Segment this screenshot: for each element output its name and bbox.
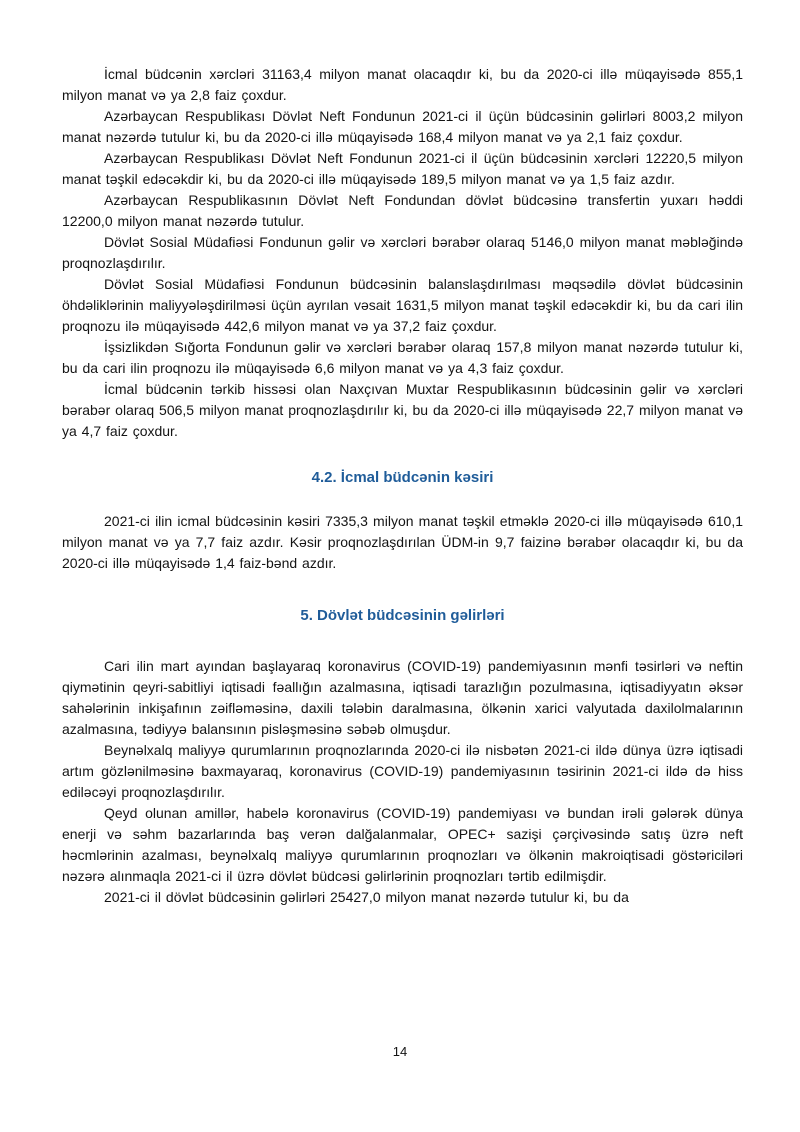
section-heading-4-2-icmal-budcenin-kesiri: 4.2. İcmal büdcənin kəsiri — [311, 469, 494, 486]
page-number: 14 — [392, 1044, 408, 1059]
paragraph-balanslasdirma-vesaiti: Dövlət Sosial Müdafiəsi Fondunun büdcəsinin balanslaşdırılması məqsədilə dövlət büdcəsinin öhdəliklərinin maliyyələşdirilməsi üçün ayrılan vəsait 1631,5 milyon manat təşkil edəcəkdir ki, bu da cari ilin proqnozu ilə müqayisədə 442,6 milyon manat və ya 37,2 faiz çoxdur. — [62, 276, 743, 334]
paragraph-neft-fondu-gelirleri: Azərbaycan Respublikası Dövlət Neft Fondunun 2021-ci il üçün büdcəsinin gəlirləri 8003,2 milyon manat nəzərdə tutulur ki, bu da 2020-ci illə müqayisədə 168,4 milyon manat və ya 2,1 faiz çoxdur. — [62, 108, 743, 145]
paragraph-icmal-xercleri: İcmal büdcənin xərcləri 31163,4 milyon manat olacaqdır ki, bu da 2020-ci illə müqayisədə 855,1 milyon manat və ya 2,8 faiz çoxdur. — [62, 66, 743, 103]
paragraph-beynelxalq-proqnozlar: Beynəlxalq maliyyə qurumlarının proqnozlarında 2020-ci ilə nisbətən 2021-ci ildə dünya üzrə iqtisadi artım gözlənilməsinə baxmayaraq, koronavirus (COVID-19) pandemiyasının təsirinin 2021-ci ildə də hiss ediləcəyi proqnozlaşdırılır. — [62, 742, 743, 800]
paragraph-icmal-budce-kesiri: 2021-ci ilin icmal büdcəsinin kəsiri 7335,3 milyon manat təşkil etməklə 2020-ci illə müqayisədə 610,1 milyon manat və ya 7,7 faiz azdır. Kəsir proqnozlaşdırılan ÜDM-in 9,7 faizinə bərabər olacaqdır ki, bu da 2020-ci illə müqayisədə 1,4 faiz-bənd azdır. — [62, 513, 743, 571]
section-heading-5-dovlet-budcesinin-gelirleri: 5. Dövlət büdcəsinin gəlirləri — [300, 607, 505, 624]
paragraph-sosial-mudafie-fondu: Dövlət Sosial Müdafiəsi Fondunun gəlir və xərcləri bərabər olaraq 5146,0 milyon manat məbləğində proqnozlaşdırılır. — [62, 234, 743, 271]
paragraph-neft-fondu-xercleri: Azərbaycan Respublikası Dövlət Neft Fondunun 2021-ci il üçün büdcəsinin xərcləri 12220,5 milyon manat təşkil edəcəkdir ki, bu da 2020-ci illə müqayisədə 189,5 milyon manat və ya 1,5 faiz azdır. — [62, 150, 743, 187]
paragraph-opec-amiller: Qeyd olunan amillər, habelə koronavirus (COVID-19) pandemiyası və bundan irəli gələrək dünya enerji və səhm bazarlarında baş verən dalğalanmalar, OPEC+ sazişi çərçivəsində satış üzrə neft həcmlərinin azalması, beynəlxalq maliyyə qurumlarının proqnozları və ölkənin makroiqtisadi göstəriciləri nəzərə alınmaqla 2021-ci il üzrə dövlət büdcəsi gəlirlərinin proqnozları tərtib edilmişdir. — [62, 805, 743, 884]
paragraph-issizlikden-sigorta-fondu: İşsizlikdən Sığorta Fondunun gəlir və xərcləri bərabər olaraq 157,8 milyon manat nəzərdə tutulur ki, bu da cari ilin proqnozu ilə müqayisədə 6,6 milyon manat və ya 4,3 faiz çoxdur. — [62, 339, 743, 376]
paragraph-transfert-heddi: Azərbaycan Respublikasının Dövlət Neft Fondundan dövlət büdcəsinə transfertin yuxarı həddi 12200,0 milyon manat nəzərdə tutulur. — [62, 192, 743, 229]
paragraph-2021-gelirler: 2021-ci il dövlət büdcəsinin gəlirləri 25427,0 milyon manat nəzərdə tutulur ki, bu da — [104, 889, 629, 905]
paragraph-covid-menfi-tesirleri: Cari ilin mart ayından başlayaraq koronavirus (COVID-19) pandemiyasının mənfi təsirləri və neftin qiymətinin qeyri-sabitliyi iqtisadi fəallığın azalmasına, iqtisadi tarazlığın pozulmasına, iqtisadiyyatın əksər sahələrinin inkişafının zəifləməsinə, daxili tələbin daralmasına, ölkənin xarici valyutada daxilolmalarının azalmasına, tədiyyə balansının pisləşməsinə səbəb olmuşdur. — [62, 658, 743, 737]
paragraph-naxcivan-budcesi: İcmal büdcənin tərkib hissəsi olan Naxçıvan Muxtar Respublikasının büdcəsinin gəlir və xərcləri bərabər olaraq 506,5 milyon manat proqnozlaşdırılır ki, bu da 2020-ci illə müqayisədə 22,7 milyon manat və ya 4,7 faiz çoxdur. — [62, 381, 743, 439]
